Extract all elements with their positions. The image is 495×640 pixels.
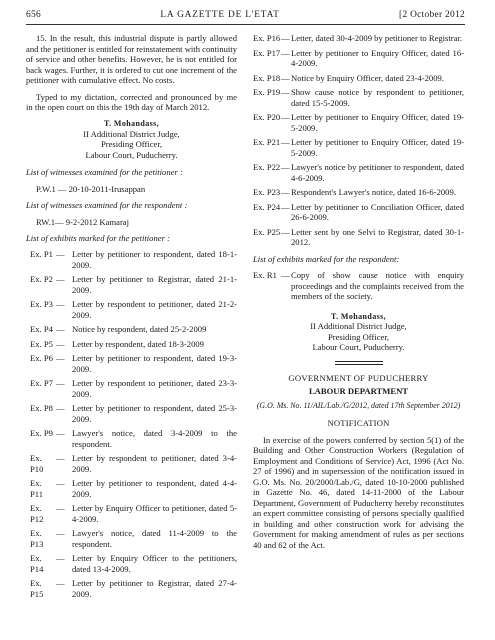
exhibit-item bbox=[253, 73, 464, 83]
exhibit-text: Show cause notice by respondent to petitioner, dated 15-5-2009. bbox=[291, 87, 464, 108]
exhibit-number: Ex. P3 bbox=[30, 299, 53, 310]
exhibit-text: Letter by petitioner to Registrar, dated 27-4-2009. bbox=[72, 578, 237, 599]
exhibit-number: Ex. P22 bbox=[253, 162, 281, 173]
exhibit-item bbox=[26, 353, 237, 374]
exhibit-number: Ex. P20 bbox=[253, 112, 281, 123]
exhibit-dash: — bbox=[56, 299, 65, 310]
exhibit-text: Letter by respondent to petitioner, dated 21-2-2009. bbox=[72, 299, 237, 320]
exhibit-dash: — bbox=[56, 353, 65, 364]
exhibit-dash: — bbox=[56, 553, 65, 564]
exhibit-list-left bbox=[26, 249, 237, 599]
exhibit-number: Ex. P12 bbox=[30, 503, 44, 524]
exhibit-number: Ex. P16 bbox=[253, 33, 281, 44]
exhibit-text: Notice by Enquiry Officer, dated 23-4-2009. bbox=[291, 72, 444, 83]
exhibit-dash: — bbox=[281, 226, 290, 237]
exhibit-text: Letter by petitioner to respondent, dated 4-4-2009. bbox=[72, 478, 237, 499]
exhibit-item bbox=[253, 202, 464, 223]
issue-date: [2 October 2012 bbox=[399, 10, 465, 20]
exhibit-number: Ex. P6 bbox=[30, 353, 53, 364]
exhibit-number: Ex. P19 bbox=[253, 87, 281, 98]
signatory-line: Presiding Officer, bbox=[100, 139, 163, 150]
exhibit-text: Letter by petitioner to Conciliation Officer, dated 26-6-2009. bbox=[291, 201, 464, 223]
exhibits-petitioner-heading: List of exhibits marked for the petitioner : bbox=[26, 233, 170, 243]
exhibit-number: Ex. P13 bbox=[30, 528, 44, 549]
exhibit-text: Lawyer's notice, dated 11-4-2009 to the respondent. bbox=[72, 528, 237, 549]
exhibit-dash: — bbox=[56, 338, 65, 349]
signatory-name: T. Mohandass, bbox=[103, 118, 160, 128]
exhibit-dash: — bbox=[281, 137, 290, 148]
two-column-body bbox=[26, 33, 465, 603]
paragraph-result: 15. In the result, this industrial dispute is partly allowed and the petitioner is entitled for reinstatement with continuity of service and other benefits. However, he is not entitled for back wages. Further, it is ordered to cut one increment of the petitioner with cumulative effect. No costs. bbox=[26, 33, 237, 86]
exhibit-number: Ex. P21 bbox=[253, 137, 281, 148]
exhibit-dash: — bbox=[56, 274, 65, 285]
exhibit-number: Ex. P17 bbox=[253, 47, 281, 58]
exhibit-item bbox=[26, 578, 237, 599]
witness-respondent: RW.1— 9-2-2012 Kamaraj bbox=[36, 216, 130, 227]
exhibit-item bbox=[26, 324, 237, 334]
signature-block bbox=[26, 119, 237, 160]
exhibit-dash: — bbox=[56, 478, 65, 489]
exhibit-item bbox=[26, 528, 237, 549]
signatory-name: T. Mohandass, bbox=[330, 311, 387, 321]
exhibit-text: Letter by Enquiry Officer to the petitioners, dated 13-4-2009. bbox=[72, 553, 237, 574]
exhibit-item bbox=[253, 162, 464, 183]
notification-heading: NOTIFICATION bbox=[327, 418, 390, 429]
exhibit-item bbox=[26, 339, 237, 349]
exhibit-dash: — bbox=[281, 270, 290, 281]
signatory-line: II Additional District Judge, bbox=[310, 321, 407, 332]
left-column bbox=[26, 33, 237, 603]
exhibit-item bbox=[253, 48, 464, 69]
exhibit-dash: — bbox=[281, 47, 290, 58]
header-rule bbox=[26, 24, 465, 25]
notification-paragraph: In exercise of the powers conferred by section 5(1) of the Building and Other Construction Workers (Regulation of Employment and Conditions of Service) Act, 1996 (Act No. 27 of 1996) and in supersession of the notification issued in G.O. Ms. No. 20/2000/Lab./G, dated 10-10-2000 published in Gazette No. 46, dated 14-11-2000 of the Labour Department, Government of Puducherry hereby reconstitutes an expert committee consisting of persons specially qualified in building and other construction work for advising the Government for making amendment of rules as per sections 40 and 62 of the Act. bbox=[253, 434, 464, 550]
exhibit-item bbox=[253, 112, 464, 133]
right-column bbox=[253, 33, 464, 603]
exhibit-dash: — bbox=[56, 403, 65, 414]
department-heading: LABOUR DEPARTMENT bbox=[308, 386, 409, 397]
exhibit-text: Letter by petitioner to Registrar, dated 21-1- 2009. bbox=[72, 274, 237, 295]
exhibit-item bbox=[26, 428, 237, 449]
exhibit-text: Letter by petitioner to respondent, dated 19-3-2009. bbox=[72, 353, 237, 374]
exhibit-item bbox=[26, 503, 237, 524]
witness-respondent-heading: List of witnesses examined for the respondent : bbox=[26, 200, 188, 211]
exhibit-text: Letter by respondent, dated 18-3-2009 bbox=[72, 338, 204, 349]
exhibit-dash: — bbox=[281, 162, 290, 173]
witness-petitioner: P.W.1 — 20-10-2011-Irusappan bbox=[36, 183, 146, 194]
exhibit-dash: — bbox=[56, 324, 65, 335]
exhibit-item bbox=[26, 378, 237, 399]
exhibit-text: Letter, dated 30-4-2009 by petitioner to Registrar. bbox=[291, 33, 463, 44]
exhibit-item bbox=[26, 274, 237, 295]
exhibit-number: Ex. P7 bbox=[30, 378, 53, 389]
exhibit-number: Ex. P15 bbox=[30, 578, 44, 599]
exhibit-text: Notice by respondent, dated 25-2-2009 bbox=[72, 324, 207, 335]
exhibit-number: Ex. P23 bbox=[253, 187, 281, 198]
exhibit-text: Respondent's Lawyer's notice, dated 16-6-2009. bbox=[291, 187, 456, 198]
exhibit-number: Ex. P8 bbox=[30, 403, 53, 414]
exhibit-text: Copy of show cause notice with enquiry proceedings and the complaints received from the members of the society. bbox=[291, 270, 464, 302]
exhibit-item bbox=[26, 478, 237, 499]
exhibit-text: Letter by respondent to petitioner, dated 23-3-2009. bbox=[72, 378, 237, 399]
exhibit-item bbox=[253, 87, 464, 108]
exhibit-item bbox=[253, 270, 464, 301]
go-reference: (G.O. Ms. No. 11/AIL/Lab./G/2012, dated 17th September 2012) bbox=[256, 400, 461, 410]
exhibit-dash: — bbox=[56, 578, 65, 589]
paragraph-dictation: Typed to my dictation, corrected and pronounced by me in the open court on this the 19th day of March 2012. bbox=[26, 91, 237, 113]
signatory-line: Presiding Officer, bbox=[327, 331, 390, 342]
exhibit-dash: — bbox=[56, 428, 65, 439]
exhibit-number: Ex. P2 bbox=[30, 274, 53, 285]
exhibit-number: Ex. P9 bbox=[30, 428, 53, 439]
exhibit-text: Letter by petitioner to Enquiry Officer, dated 19-5-2009. bbox=[291, 137, 464, 158]
exhibit-text: Letter by petitioner to Enquiry Officer, dated 19-5-2009. bbox=[291, 112, 464, 133]
exhibit-item bbox=[26, 299, 237, 320]
exhibit-item bbox=[26, 249, 237, 270]
exhibit-item bbox=[26, 553, 237, 574]
exhibit-item bbox=[26, 453, 237, 474]
exhibit-text: Letter by Enquiry Officer to petitioner, dated 5-4-2009. bbox=[72, 503, 237, 524]
exhibit-dash: — bbox=[56, 249, 65, 260]
exhibit-number: Ex. P11 bbox=[30, 478, 44, 499]
exhibit-dash: — bbox=[281, 87, 290, 98]
exhibit-dash: — bbox=[56, 378, 65, 389]
exhibit-dash: — bbox=[281, 187, 290, 198]
government-heading: GOVERNMENT OF PUDUCHERRY bbox=[288, 372, 429, 383]
exhibit-number: Ex. P1 bbox=[30, 249, 53, 260]
exhibit-number: Ex. R1 bbox=[253, 270, 277, 281]
exhibit-number: Ex. P25 bbox=[253, 226, 281, 237]
exhibit-dash: — bbox=[281, 112, 290, 123]
signatory-line: Labour Court, Puducherry. bbox=[85, 149, 178, 160]
exhibit-list-right bbox=[253, 33, 464, 247]
exhibit-number: Ex. P24 bbox=[253, 201, 281, 212]
exhibits-respondent-heading: List of exhibits marked for the respondent: bbox=[253, 253, 400, 264]
exhibit-item bbox=[253, 227, 464, 248]
witness-petitioner-heading: List of witnesses examined for the petitioner : bbox=[26, 167, 183, 178]
exhibit-number: Ex. P10 bbox=[30, 453, 44, 474]
exhibit-dash: — bbox=[56, 453, 65, 464]
signatory-line: Labour Court, Puducherry. bbox=[312, 342, 405, 353]
exhibit-text: Letter by petitioner to respondent, dated 18-1-2009. bbox=[72, 249, 237, 270]
exhibit-item bbox=[253, 137, 464, 158]
exhibit-dash: — bbox=[56, 503, 65, 514]
exhibit-number: Ex. P4 bbox=[30, 324, 53, 335]
exhibit-text: Letter by respondent to petitioner, dated 3-4-2009. bbox=[72, 453, 237, 474]
exhibit-dash: — bbox=[281, 72, 290, 83]
page-number: 656 bbox=[26, 10, 41, 20]
page-header bbox=[26, 10, 465, 21]
exhibit-item bbox=[253, 33, 464, 43]
exhibit-text: Lawyer's notice, dated 3-4-2009 to the respondent. bbox=[72, 428, 237, 449]
exhibit-dash: — bbox=[56, 528, 65, 539]
exhibit-text: Lawyer's notice by petitioner to respondent, dated 4-6-2009. bbox=[291, 162, 464, 183]
exhibit-item bbox=[253, 187, 464, 197]
exhibit-number: Ex. P18 bbox=[253, 72, 281, 83]
exhibit-number: Ex. P5 bbox=[30, 338, 53, 349]
exhibit-dash: — bbox=[281, 201, 290, 212]
exhibit-dash: — bbox=[281, 33, 290, 44]
exhibit-number: Ex. P14 bbox=[30, 553, 44, 574]
exhibit-text: Letter by petitioner to Enquiry Officer, dated 16-4-2009. bbox=[291, 47, 464, 69]
exhibit-item bbox=[26, 403, 237, 424]
exhibit-text: Letter by petitioner to respondent, dated 25-3-2009. bbox=[72, 403, 237, 424]
exhibit-text: Letter sent by one Selvi to Registrar, dated 30-1-2012. bbox=[291, 226, 464, 248]
gazette-title: LA GAZETTE DE L'ETAT bbox=[160, 10, 280, 20]
section-separator bbox=[335, 361, 383, 365]
signatory-line: II Additional District Judge, bbox=[83, 128, 180, 139]
signature-block bbox=[253, 312, 464, 353]
